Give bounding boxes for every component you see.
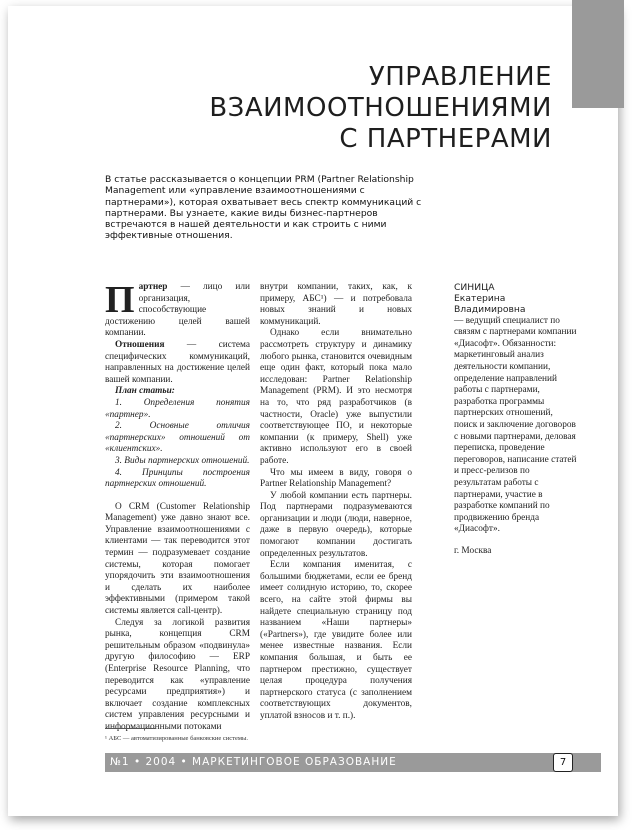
author-patronymic: Владимировна — [454, 304, 526, 316]
column-2 — [260, 282, 412, 723]
footnote: ¹ АБС — автоматизированные банковские системы. — [105, 735, 248, 742]
plan-heading: План статьи: — [115, 386, 175, 397]
plan-item-3: 3. Виды партнерских отношений. — [115, 455, 250, 466]
paragraph-crm: О CRM (Customer Relationship Management) уже давно знают все. Управление взаимоотношениями с клиентами — так переводится этот термин — подразумевает создание системы, которая помогает упорядочить эти взаимоотношения и сделать их наиболее эффективными (примером такой системы является call-центр). — [105, 501, 250, 617]
title-line-2: ВЗАИМООТНОШЕНИЯМИ — [209, 93, 552, 123]
section-tab — [572, 0, 624, 108]
paragraph-question: Что мы имеем в виду, говоря о Partner Relationship Management? — [260, 467, 412, 490]
drop-cap: П — [105, 279, 135, 321]
article-lead: В статье рассказывается о концепции PRM (Partner Relationship Management или «управление взаимоотношениями с партнерами»), которая охватывает весь спектр коммуникаций с партнерами. Вы узнаете, какие виды бизнес-партнеров встречаются в нашей деятельности и как строить с ними эффективные отношения. — [105, 174, 422, 242]
plan-item-2: 2. Основные отличия «партнерских» отношений от «клиентских». — [105, 421, 250, 455]
title-line-1: УПРАВЛЕНИЕ — [368, 62, 552, 92]
term-relations: Отношения — [115, 339, 165, 350]
paragraph-partners: У любой компании есть партнеры. Под партнерами подразумеваются организации и люди (люди, наверное, даже в первую очередь), которые помогают компании достигать определенных результатов. — [260, 490, 412, 559]
footer-issue-text: №1 • 2004 • МАРКЕТИНГОВОЕ ОБРАЗОВАНИЕ — [110, 756, 397, 768]
page-number: 7 — [553, 753, 573, 772]
term-partner: артнер — [138, 282, 168, 292]
author-bio: — ведущий специалист по связям с партнерами компании «Диасофт». Обязанности: маркетинговый анализ деятельности компании, определение направлений работы с партнерами, разработка программы партнерских отношений, поиск и заключение договоров с новыми партнерами, деловая переписка, проведение переговоров, написание статей и пресс-релизов по результатам работы с партнерами, участие в разработке компаний по продвижению бренда «Диасофт». — [454, 315, 577, 535]
paragraph-continued: внутри компании, таких, как, к примеру, АБС¹) — и потребовала новых знаний и новых коммуникаций. — [260, 282, 412, 327]
paragraph-erp: Следуя за логикой развития рынка, концепция CRM решительным образом «подвинула» другую философию — ERP (Enterprise Resource Planning, что переводится как «управление ресурсами предприятия») и включает создание комплексных систем управления ресурсными и информационными потоками — [105, 617, 250, 732]
author-city: г. Москва — [454, 545, 492, 556]
definition-partner: — лицо или организация, способствующие достижению целей вашей компании. — [105, 282, 250, 339]
author-column — [454, 282, 578, 557]
article-title — [172, 62, 552, 155]
definition-relations: — система специфических коммуникаций, направленных на достижение целей вашей компании. — [105, 339, 250, 385]
footnote-divider — [105, 728, 155, 729]
plan-item-4: 4. Принципы построения партнерских отношений. — [105, 467, 250, 490]
paragraph-prm: Однако если внимательно рассмотреть структуру и динамику любого рынка, становится очевидным еще один факт, который пока мало исследован: Partner Relationship Management (PRM). И это несмотря на то, что ряд разработчиков (в частности, Oracle) уже выпустили соответствующее ПО, и некоторые компании (к примеру, Shell) уже активно используют его в своей работе. — [260, 328, 412, 466]
title-line-3: С ПАРТНЕРАМИ — [339, 124, 552, 154]
author-surname: СИНИЦА — [454, 282, 495, 293]
column-1 — [105, 279, 250, 734]
author-first-name: Екатерина — [454, 293, 506, 305]
plan-item-1: 1. Определения понятия «партнер». — [105, 397, 250, 420]
paragraph-brand: Если компания именитая, с большими бюджетами, если ее бренд имеет солидную историю, то, скорее всего, на сайте этой фирмы вы найдете специальную страницу под названием «Наши партнеры» («Partners»), где увидите более или менее известные названия. Если компания большая, и быть ее партнером престижно, существует целая процедура получения партнерского статуса (с заполнением соответствующих документов, уплатой взносов и т. п.). — [260, 560, 412, 721]
